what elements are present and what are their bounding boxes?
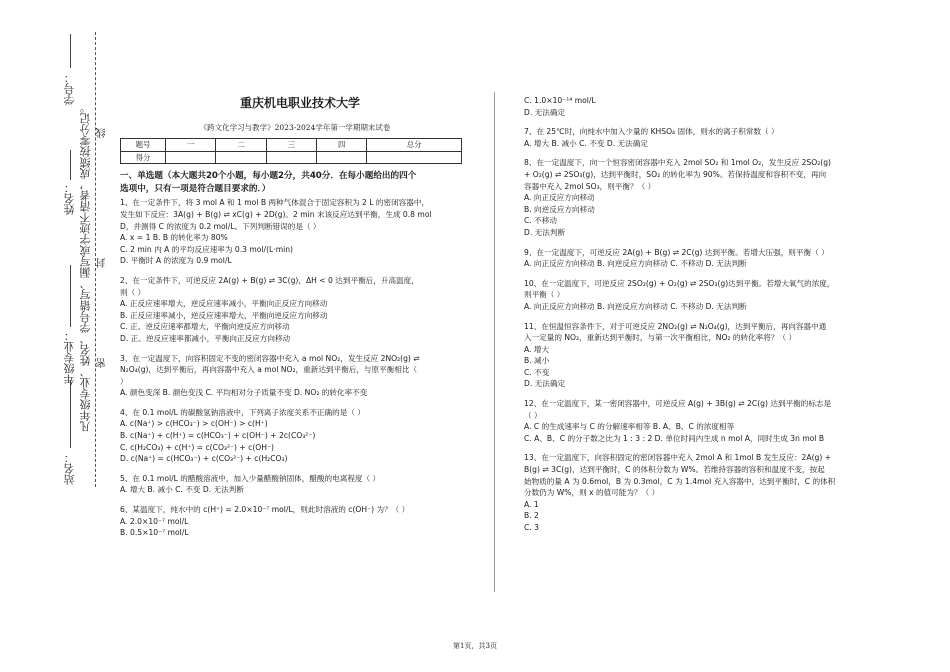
question-line: A. 1 <box>524 499 539 509</box>
question-line: 发生如下反应：3A(g) + B(g) ⇌ xC(g) + 2D(g)。2 min 末该反应达到平衡，生成 0.8 mol <box>120 209 432 219</box>
seal-char-2: 封 <box>97 258 108 268</box>
left-column <box>120 98 470 547</box>
question-line: B. 正反应速率减小，逆反应速率增大，平衡向逆反应方向移动 <box>120 310 328 320</box>
student-id-blank <box>70 34 71 68</box>
score-table-header-row <box>121 139 462 152</box>
question-block <box>524 157 869 238</box>
question-line: C. 不变 <box>524 367 550 377</box>
question-line: N₂O₄(g)，达到平衡后，再向容器中充入 a mol NO₂，重新达到平衡后，与原平衡相比（ <box>120 365 418 375</box>
seal-char-1: 线 <box>97 128 108 138</box>
question-line: B. 2 <box>524 511 539 521</box>
question-line: 6、某温度下，纯水中的 c(H⁺) = 2.0×10⁻⁷ mol/L，则此时溶液的 c(OH⁻) 为？（ ） <box>120 505 410 515</box>
score-cell[interactable] <box>166 151 216 164</box>
question-line: 9、在一定温度下，可逆反应 2A(g) + B(g) ⇌ 2C(g) 达到平衡。若增大压强，则平衡（ ） <box>524 247 829 257</box>
score-row-label: 得分 <box>121 151 166 164</box>
question-line: 5、在 0.1 mol/L 的醋酸溶液中，加入少量醋酸钠固体，醋酸的电离程度（ ） <box>120 473 381 483</box>
class-label: 年级专业： <box>63 330 76 385</box>
question-line: 入一定量的 NO₂，重新达到平衡时，与第一次平衡相比，NO₂ 的转化率将？（ ） <box>524 333 797 343</box>
question-line: D，并测得 C 的浓度为 0.2 mol/L。下列判断错误的是（ ） <box>120 221 321 231</box>
question-block <box>120 197 470 267</box>
question-line: A. 正反应速率增大，逆反应速率减小，平衡向正反应方向移动 <box>120 299 328 309</box>
question-line: A. 2.0×10⁻⁷ mol/L <box>120 516 189 526</box>
score-cell[interactable] <box>266 151 316 164</box>
question-line: 4、在 0.1 mol/L 的碳酸氢钠溶液中，下列离子浓度关系不正确的是（ ） <box>120 407 365 417</box>
question-line: C. 不移动 <box>524 216 557 226</box>
question-line: B. 0.5×10⁻⁷ mol/L <box>120 528 189 538</box>
question-line: 3、在一定温度下，向容积固定不变的密闭容器中充入 a mol NO₂，发生反应 2NO₂(g) ⇌ <box>120 353 420 363</box>
question-block <box>524 452 869 533</box>
question-line: 始物质的量 A 为 0.6mol，B 为 0.3mol，C 为 1.4mol 充入容器中，达到平衡时，C 的体积 <box>524 476 836 486</box>
question-line: 13、在一定温度下，向容积固定的密闭容器中充入 2mol A 和 1mol B 发生反应：2A(g) + <box>524 453 832 463</box>
question-line: D. 无法确定 <box>524 107 566 117</box>
exam-title: 《跨文化学习与教学》2023-2024学年第一学期期末试卷 <box>199 122 391 132</box>
question-line: ） <box>120 376 128 386</box>
score-header-cell: 总分 <box>367 139 462 152</box>
question-block <box>524 126 869 149</box>
question-line: A. 颜色变深 B. 颜色变浅 C. 平均相对分子质量不变 D. NO₂ 的转化率不变 <box>120 388 368 398</box>
question-line: B. c(Na⁺) + c(H⁺) = c(HCO₃⁻) + c(OH⁻) + 2c(CO₃²⁻) <box>120 431 316 441</box>
left-question-list <box>120 197 470 538</box>
name-label: 姓名： <box>63 182 76 215</box>
score-cell[interactable] <box>367 151 462 164</box>
section-heading-line: 一、单选题（本大题共20个小题，每小题2分，共40分．在每小题给出的四个 <box>120 171 417 182</box>
name-blank <box>70 150 71 180</box>
question-line: D. 无法判断 <box>524 227 566 237</box>
question-block <box>120 275 470 345</box>
student-id-label: 学号： <box>63 72 76 105</box>
score-table <box>120 138 462 164</box>
question-line: A. 增大 B. 减小 C. 不变 D. 无法判断 <box>120 485 244 495</box>
station-label: 站名： <box>63 452 76 485</box>
score-cell[interactable] <box>216 151 266 164</box>
question-line: 分数仍为 W%，则 x 的值可能为？（ ） <box>524 488 660 498</box>
question-line: 1、在一定条件下，将 3 mol A 和 1 mol B 两种气体混合于固定容积为 2 L 的密闭容器中， <box>120 198 430 208</box>
question-line: C. c(H₂CO₃) + c(H⁺) = c(CO₃²⁻) + c(OH⁻) <box>120 442 274 452</box>
question-line: 7、在 25℃时，向纯水中加入少量的 KHSO₄ 固体，则水的离子积常数（ ） <box>524 127 779 137</box>
score-header-cell: 一 <box>166 139 216 152</box>
question-line: A. 增大 <box>524 344 550 354</box>
score-header-cell: 三 <box>266 139 316 152</box>
question-line: 8、在一定温度下，向一个恒容密闭容器中充入 2mol SO₂ 和 1mol O₂，发生反应 2SO₂(g) <box>524 158 831 168</box>
question-line: 2、在一定条件下，可逆反应 2A(g) + B(g) ⇌ 3C(g)，ΔH < 0 达到平衡后，升高温度， <box>120 275 419 285</box>
question-line: A. 向正反应方向移动 <box>524 193 595 203</box>
question-line: A. C 的生成速率与 C 的分解速率相等 B. A、B、C 的浓度相等 <box>524 422 735 432</box>
right-question-list <box>524 95 869 534</box>
question-line: B. 减小 <box>524 356 550 366</box>
question-block <box>120 504 470 539</box>
question-line: A. c(Na⁺) > c(HCO₃⁻) > c(OH⁻) > c(H⁺) <box>120 419 268 429</box>
section-heading <box>120 170 470 196</box>
question-line: 10、在一定温度下，可逆反应 2SO₂(g) + O₂(g) ⇌ 2SO₃(g)达到平衡。若增大氧气的浓度， <box>524 278 835 288</box>
question-line: C. 1.0×10⁻¹⁴ mol/L <box>524 96 596 105</box>
question-line: C. 2 min 内 A 的平均反应速率为 0.3 mol/(L·min) <box>120 244 293 254</box>
question-block <box>120 407 470 465</box>
seal-char-3: 密 <box>97 358 108 368</box>
right-column <box>524 95 869 542</box>
score-table-score-row <box>121 151 462 164</box>
question-line: A. 向正反应方向移动 B. 向逆反应方向移动 C. 不移动 D. 无法判断 <box>524 301 747 311</box>
question-line: + O₂(g) ⇌ 2SO₃(g)，达到平衡时，SO₂ 的转化率为 90%。若保持温度和容积不变，再向 <box>524 169 827 179</box>
question-line: （ ） <box>524 410 542 420</box>
question-line: A. x = 1 B. B 的转化率为 80% <box>120 233 228 243</box>
notice-text: 凡年级专业、姓名、学号错写、漏写或字迹不清者，成绩按零分记。 <box>79 102 92 432</box>
question-line: A. 增大 B. 减小 C. 不变 D. 无法确定 <box>524 138 648 148</box>
question-line: A. 向正反应方向移动 B. 向逆反应方向移动 C. 不移动 D. 无法判断 <box>524 259 747 269</box>
question-line: B. 向逆反应方向移动 <box>524 204 595 214</box>
question-line: 容器中充入 2mol SO₃，则平衡？（ ） <box>524 181 656 191</box>
question-block <box>524 247 869 270</box>
question-line: C. 正、逆反应速率都增大，平衡向逆反应方向移动 <box>120 322 290 332</box>
question-line: C. A、B、C 的分子数之比为 1 : 3 : 2 D. 单位时间内生成 n mol A，同时生成 3n mol B <box>524 433 825 443</box>
score-header-cell: 题号 <box>121 139 166 152</box>
column-divider <box>494 92 495 592</box>
question-line: 则（ ） <box>120 287 146 297</box>
university-title: 重庆机电职业技术大学 <box>239 96 360 110</box>
question-line: C. 3 <box>524 523 539 532</box>
question-line: 11、在恒温恒容条件下，对于可逆反应 2NO₂(g) ⇌ N₂O₄(g)，达到平衡后，再向容器中通 <box>524 321 827 331</box>
question-block <box>120 353 470 399</box>
question-block <box>524 95 869 118</box>
section-heading-line: 选项中，只有一项是符合题目要求的．） <box>120 184 271 195</box>
question-block <box>524 321 869 391</box>
score-header-cell: 二 <box>216 139 266 152</box>
question-line: D. c(Na⁺) = c(HCO₃⁻) + c(CO₃²⁻) + c(H₂CO₃) <box>120 454 288 464</box>
class-blank <box>70 265 71 327</box>
question-block <box>524 278 869 313</box>
question-line: B(g) ⇌ 3C(g)，达到平衡时，C 的体积分数为 W%。若维持容器的容积和温度不变，按起 <box>524 465 825 475</box>
score-header-cell: 四 <box>317 139 367 152</box>
score-cell[interactable] <box>317 151 367 164</box>
page-footer: 第1页，共3页 <box>453 642 497 650</box>
question-line: 12、在一定温度下，某一密闭容器中，可逆反应 A(g) + 3B(g) ⇌ 2C(g) 达到平衡的标志是 <box>524 399 832 409</box>
question-line: 则平衡（ ） <box>524 290 565 300</box>
station-blank <box>70 380 71 448</box>
seal-dashed-line <box>95 32 96 487</box>
question-line: D. 无法确定 <box>524 379 566 389</box>
question-line: D. 正、逆反应速率都减小，平衡向正反应方向移动 <box>120 333 291 343</box>
question-block <box>120 473 470 496</box>
question-line: D. 平衡时 A 的浓度为 0.9 mol/L <box>120 256 232 266</box>
question-block <box>524 398 869 444</box>
